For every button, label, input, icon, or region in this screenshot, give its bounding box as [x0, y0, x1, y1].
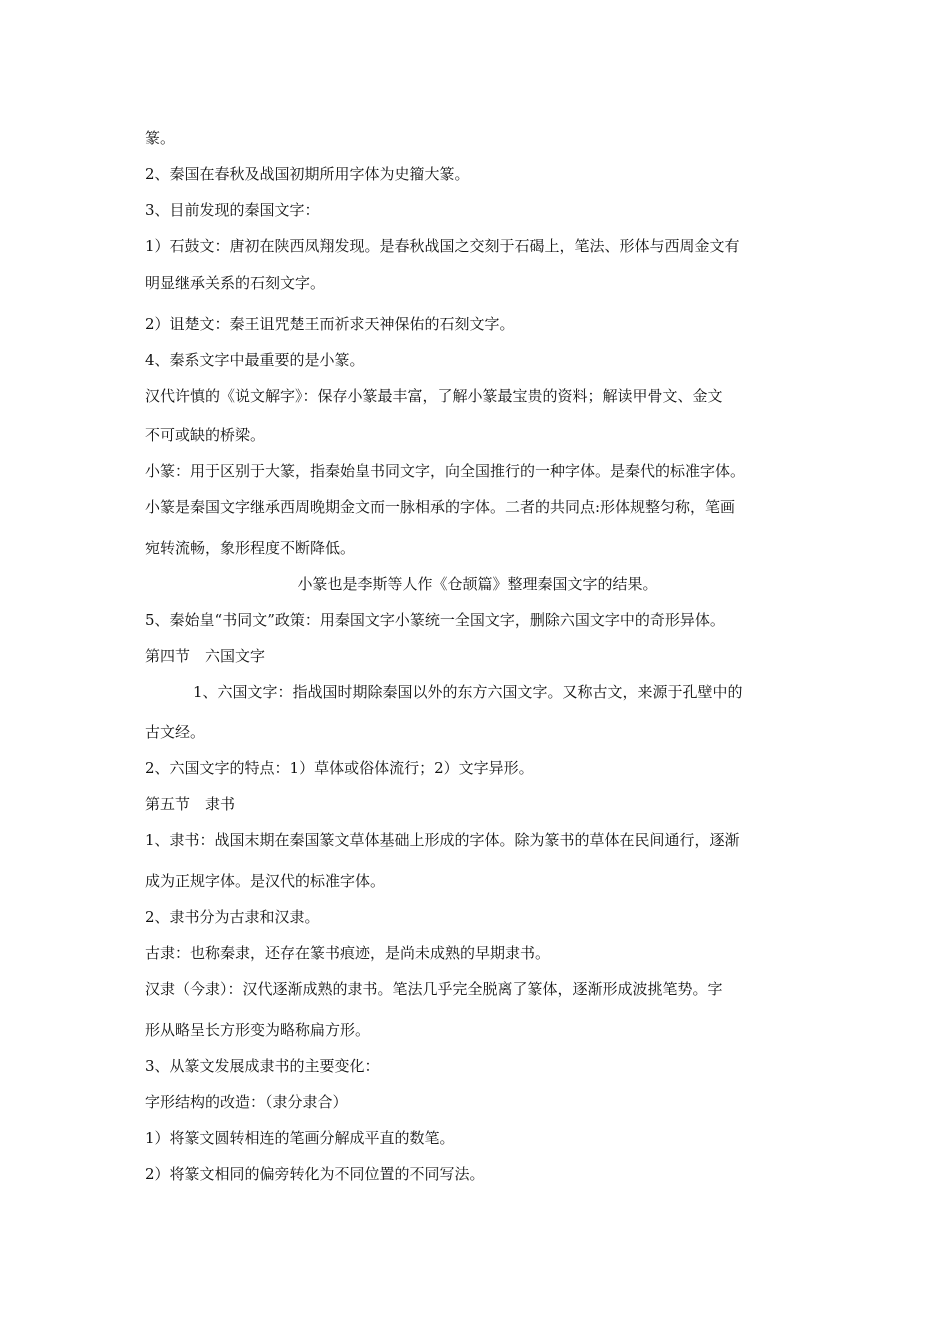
- text-line: 1、隶书：战国末期在秦国篆文草体基础上形成的字体。除为篆书的草体在民间通行，逐渐: [145, 831, 740, 849]
- text-line: 字形结构的改造：（隶分隶合）: [145, 1093, 348, 1111]
- text-line: 汉隶（今隶）：汉代逐渐成熟的隶书。笔法几乎完全脱离了篆体，逐渐形成波挑笔势。字: [145, 980, 723, 998]
- text-line: 1）将篆文圆转相连的笔画分解成平直的数笔。: [145, 1129, 455, 1147]
- text-line: 明显继承关系的石刻文字。: [145, 274, 326, 292]
- text-line: 2、秦国在春秋及战国初期所用字体为史籀大篆。: [145, 165, 470, 183]
- text-line: 3、目前发现的秦国文字：: [145, 201, 320, 219]
- text-line: 2、六国文字的特点：1）草体或俗体流行；2）文字异形。: [145, 759, 534, 777]
- text-line-indented: 1、六国文字：指战国时期除秦国以外的东方六国文字。又称古文，来源于孔壁中的: [193, 683, 743, 701]
- text-line: 古文经。: [145, 723, 206, 741]
- text-line: 古隶：也称秦隶，还存在篆书痕迹，是尚未成熟的早期隶书。: [145, 944, 551, 962]
- text-line: 成为正规字体。是汉代的标准字体。: [145, 872, 386, 890]
- section-heading: 第四节 六国文字: [145, 647, 266, 665]
- text-line: 不可或缺的桥梁。: [145, 426, 266, 444]
- section-heading: 第五节 隶书: [145, 795, 236, 813]
- text-line: 小篆是秦国文字继承西周晚期金文而一脉相承的字体。二者的共同点:形体规整匀称，笔画: [145, 498, 736, 516]
- text-line: 小篆：用于区别于大篆，指秦始皇书同文字，向全国推行的一种字体。是秦代的标准字体。: [145, 462, 746, 480]
- text-line: 1）石鼓文：唐初在陕西凤翔发现。是春秋战国之交刻于石碣上，笔法、形体与西周金文有: [145, 237, 740, 255]
- text-line: 2）诅楚文：秦王诅咒楚王而祈求天神保佑的石刻文字。: [145, 315, 515, 333]
- text-line: 5、秦始皇“书同文”政策：用秦国文字小篆统一全国文字，删除六国文字中的奇形异体。: [145, 611, 725, 629]
- text-line: 篆。: [145, 129, 176, 147]
- text-line-centered: 小篆也是李斯等人作《仓颉篇》整理秦国文字的结果。: [297, 575, 658, 593]
- text-line: 宛转流畅，象形程度不断降低。: [145, 539, 356, 557]
- text-line: 形从略呈长方形变为略称扁方形。: [145, 1021, 371, 1039]
- text-line: 2、隶书分为古隶和汉隶。: [145, 908, 320, 926]
- text-line: 3、从篆文发展成隶书的主要变化：: [145, 1057, 380, 1075]
- text-line: 2）将篆文相同的偏旁转化为不同位置的不同写法。: [145, 1165, 485, 1183]
- text-line: 4、秦系文字中最重要的是小篆。: [145, 351, 365, 369]
- text-line: 汉代许慎的《说文解字》：保存小篆最丰富，了解小篆最宝贵的资料；解读甲骨文、金文: [145, 387, 723, 405]
